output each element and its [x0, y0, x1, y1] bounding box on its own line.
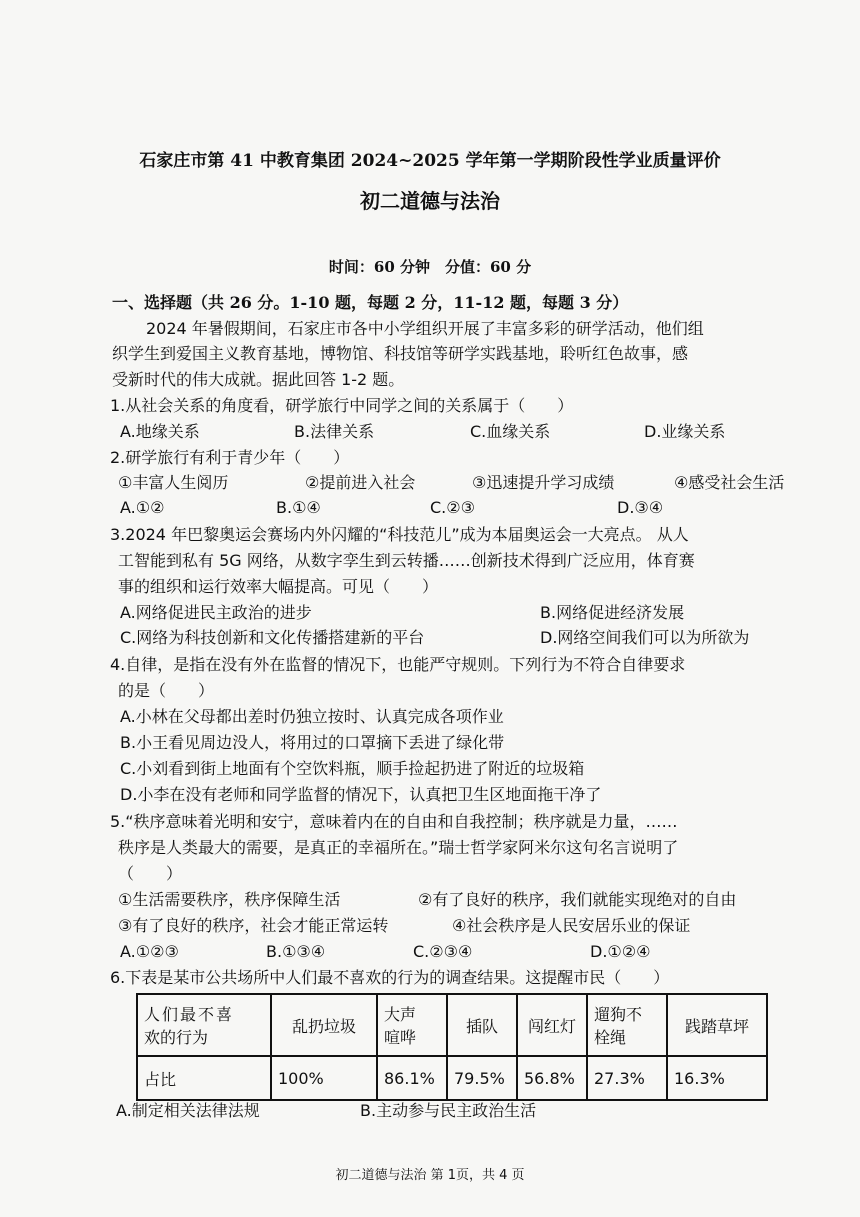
question-6-option-b: B.主动参与民主政治生活	[360, 1101, 537, 1120]
survey-header-line: 践踏草坪	[684, 1016, 749, 1036]
question-5-item-3: ③有了良好的秩序，社会才能正常运转	[118, 916, 389, 935]
survey-row-label-cell: 占比	[137, 1056, 271, 1100]
survey-header-line: 遛狗不	[594, 1005, 643, 1024]
survey-header-line: 闯红灯	[527, 1016, 576, 1036]
question-5-stem-line-1: 5.“秩序意味着光明和安宁，意味着内在的自由和自我控制；秩序就是力量，……	[110, 812, 678, 831]
question-4-option-a: A.小林在父母都出差时仍独立按时、认真完成各项作业	[120, 707, 504, 726]
question-3-stem-line-3: 事的组织和运行效率大幅提高。可见（ ）	[118, 577, 439, 596]
question-3-option-c: C.网络为科技创新和文化传播搭建新的平台	[120, 628, 425, 647]
question-2-option-b: B.①④	[276, 498, 321, 517]
survey-header-cell	[667, 994, 767, 1056]
survey-share-cell: 16.3%	[667, 1056, 767, 1100]
survey-table	[136, 993, 768, 1101]
question-4-option-d: D.小李在没有老师和同学监督的情况下，认真把卫生区地面拖干净了	[120, 785, 602, 804]
question-1-stem: 1.从社会关系的角度看，研学旅行中同学之间的关系属于（ ）	[110, 396, 574, 415]
survey-header-cell	[271, 994, 377, 1056]
question-2-stem: 2.研学旅行有利于青少年（ ）	[110, 448, 350, 467]
survey-header-cell	[517, 994, 587, 1056]
question-3-option-a: A.网络促进民主政治的进步	[120, 603, 312, 622]
survey-header-cell	[447, 994, 517, 1056]
question-5-item-2: ②有了良好的秩序，我们就能实现绝对的自由	[418, 890, 737, 909]
question-1-option-d: D.业缘关系	[644, 422, 726, 441]
survey-header-label-line: 人们最不喜	[144, 1005, 235, 1024]
question-4-stem-line-1: 4.自律，是指在没有外在监督的情况下，也能严守规则。下列行为不符合自律要求	[110, 655, 686, 674]
survey-share-cell: 56.8%	[517, 1056, 587, 1100]
survey-header-label-cell	[137, 994, 271, 1056]
survey-header-line: 大声	[384, 1005, 417, 1024]
question-3-option-d: D.网络空间我们可以为所欲为	[540, 628, 750, 647]
question-2-item-1: ①丰富人生阅历	[118, 473, 229, 492]
question-1-option-b: B.法律关系	[294, 422, 375, 441]
survey-table-data-row	[137, 1056, 767, 1100]
question-3-stem-line-2: 工智能到私有 5G 网络，从数字孪生到云转播……创新技术得到广泛应用，体育赛	[118, 551, 695, 570]
subject-title: 初二道德与法治	[360, 189, 500, 213]
question-2-item-2: ②提前进入社会	[305, 473, 416, 492]
question-3-option-b: B.网络促进经济发展	[540, 603, 685, 622]
question-5-stem-line-2: 秩序是人类最大的需要，是真正的幸福所在。”瑞士哲学家阿米尔这句名言说明了	[118, 838, 679, 857]
question-4-option-b: B.小王看见周边没人，将用过的口罩摘下丢进了绿化带	[120, 733, 505, 752]
question-5-option-d: D.①②④	[590, 942, 651, 961]
question-4-option-c: C.小刘看到街上地面有个空饮料瓶，顺手捡起扔进了附近的垃圾箱	[120, 759, 585, 778]
survey-header-cell	[377, 994, 447, 1056]
question-2-option-a: A.①②	[120, 498, 165, 517]
question-2-option-d: D.③④	[617, 498, 664, 517]
question-5-option-a: A.①②③	[120, 942, 179, 961]
question-5-stem-line-3: （ ）	[118, 864, 183, 883]
question-1-option-c: C.血缘关系	[470, 422, 551, 441]
survey-header-line: 插队	[465, 1016, 498, 1036]
page-footer: 初二道德与法治 第 1页，共 4 页	[335, 1168, 525, 1183]
question-2-item-3: ③迅速提升学习成绩	[472, 473, 615, 492]
time-score-info: 时间：60 分钟 分值：60 分	[328, 258, 532, 276]
question-5-option-b: B.①③④	[266, 942, 326, 961]
survey-share-cell: 27.3%	[587, 1056, 667, 1100]
survey-header-line: 喧哗	[384, 1028, 417, 1047]
question-5-item-4: ④社会秩序是人民安居乐业的保证	[452, 916, 691, 935]
question-5-option-c: C.②③④	[413, 942, 473, 961]
survey-header-line: 栓绳	[594, 1028, 627, 1047]
exam-title: 石家庄市第 41 中教育集团 2024~2025 学年第一学期阶段性学业质量评价	[139, 151, 721, 171]
intro-line-1: 2024 年暑假期间，石家庄市各中小学组织开展了丰富多彩的研学活动，他们组	[146, 319, 704, 338]
question-5-item-1: ①生活需要秩序，秩序保障生活	[118, 890, 341, 909]
question-3-stem-line-1: 3.2024 年巴黎奥运会赛场内外闪耀的“科技范儿”成为本届奥运会一大亮点。 从人	[110, 525, 689, 544]
survey-share-cell: 86.1%	[377, 1056, 447, 1100]
survey-share-cell: 100%	[271, 1056, 377, 1100]
question-1-option-a: A.地缘关系	[120, 422, 200, 441]
question-4-stem-line-2: 的是（ ）	[118, 681, 215, 700]
question-6-stem: 6.下表是某市公共场所中人们最不喜欢的行为的调查结果。这提醒市民（ ）	[110, 968, 670, 987]
survey-header-label-line: 欢的行为	[144, 1028, 209, 1047]
intro-line-2: 织学生到爱国主义教育基地，博物馆、科技馆等研学实践基地，聆听红色故事，感	[112, 344, 689, 363]
question-2-item-4: ④感受社会生活	[674, 473, 785, 492]
section-heading: 一、选择题（共 26 分。1-10 题，每题 2 分，11-12 题，每题 3 分）	[112, 293, 629, 312]
survey-table-header-row	[137, 994, 767, 1056]
survey-header-line: 乱扔垃圾	[291, 1016, 356, 1036]
intro-line-3: 受新时代的伟大成就。据此回答 1-2 题。	[112, 370, 405, 389]
question-6-option-a: A.制定相关法律法规	[116, 1101, 260, 1120]
question-2-option-c: C.②③	[430, 498, 475, 517]
survey-header-cell	[587, 994, 667, 1056]
survey-share-cell: 79.5%	[447, 1056, 517, 1100]
